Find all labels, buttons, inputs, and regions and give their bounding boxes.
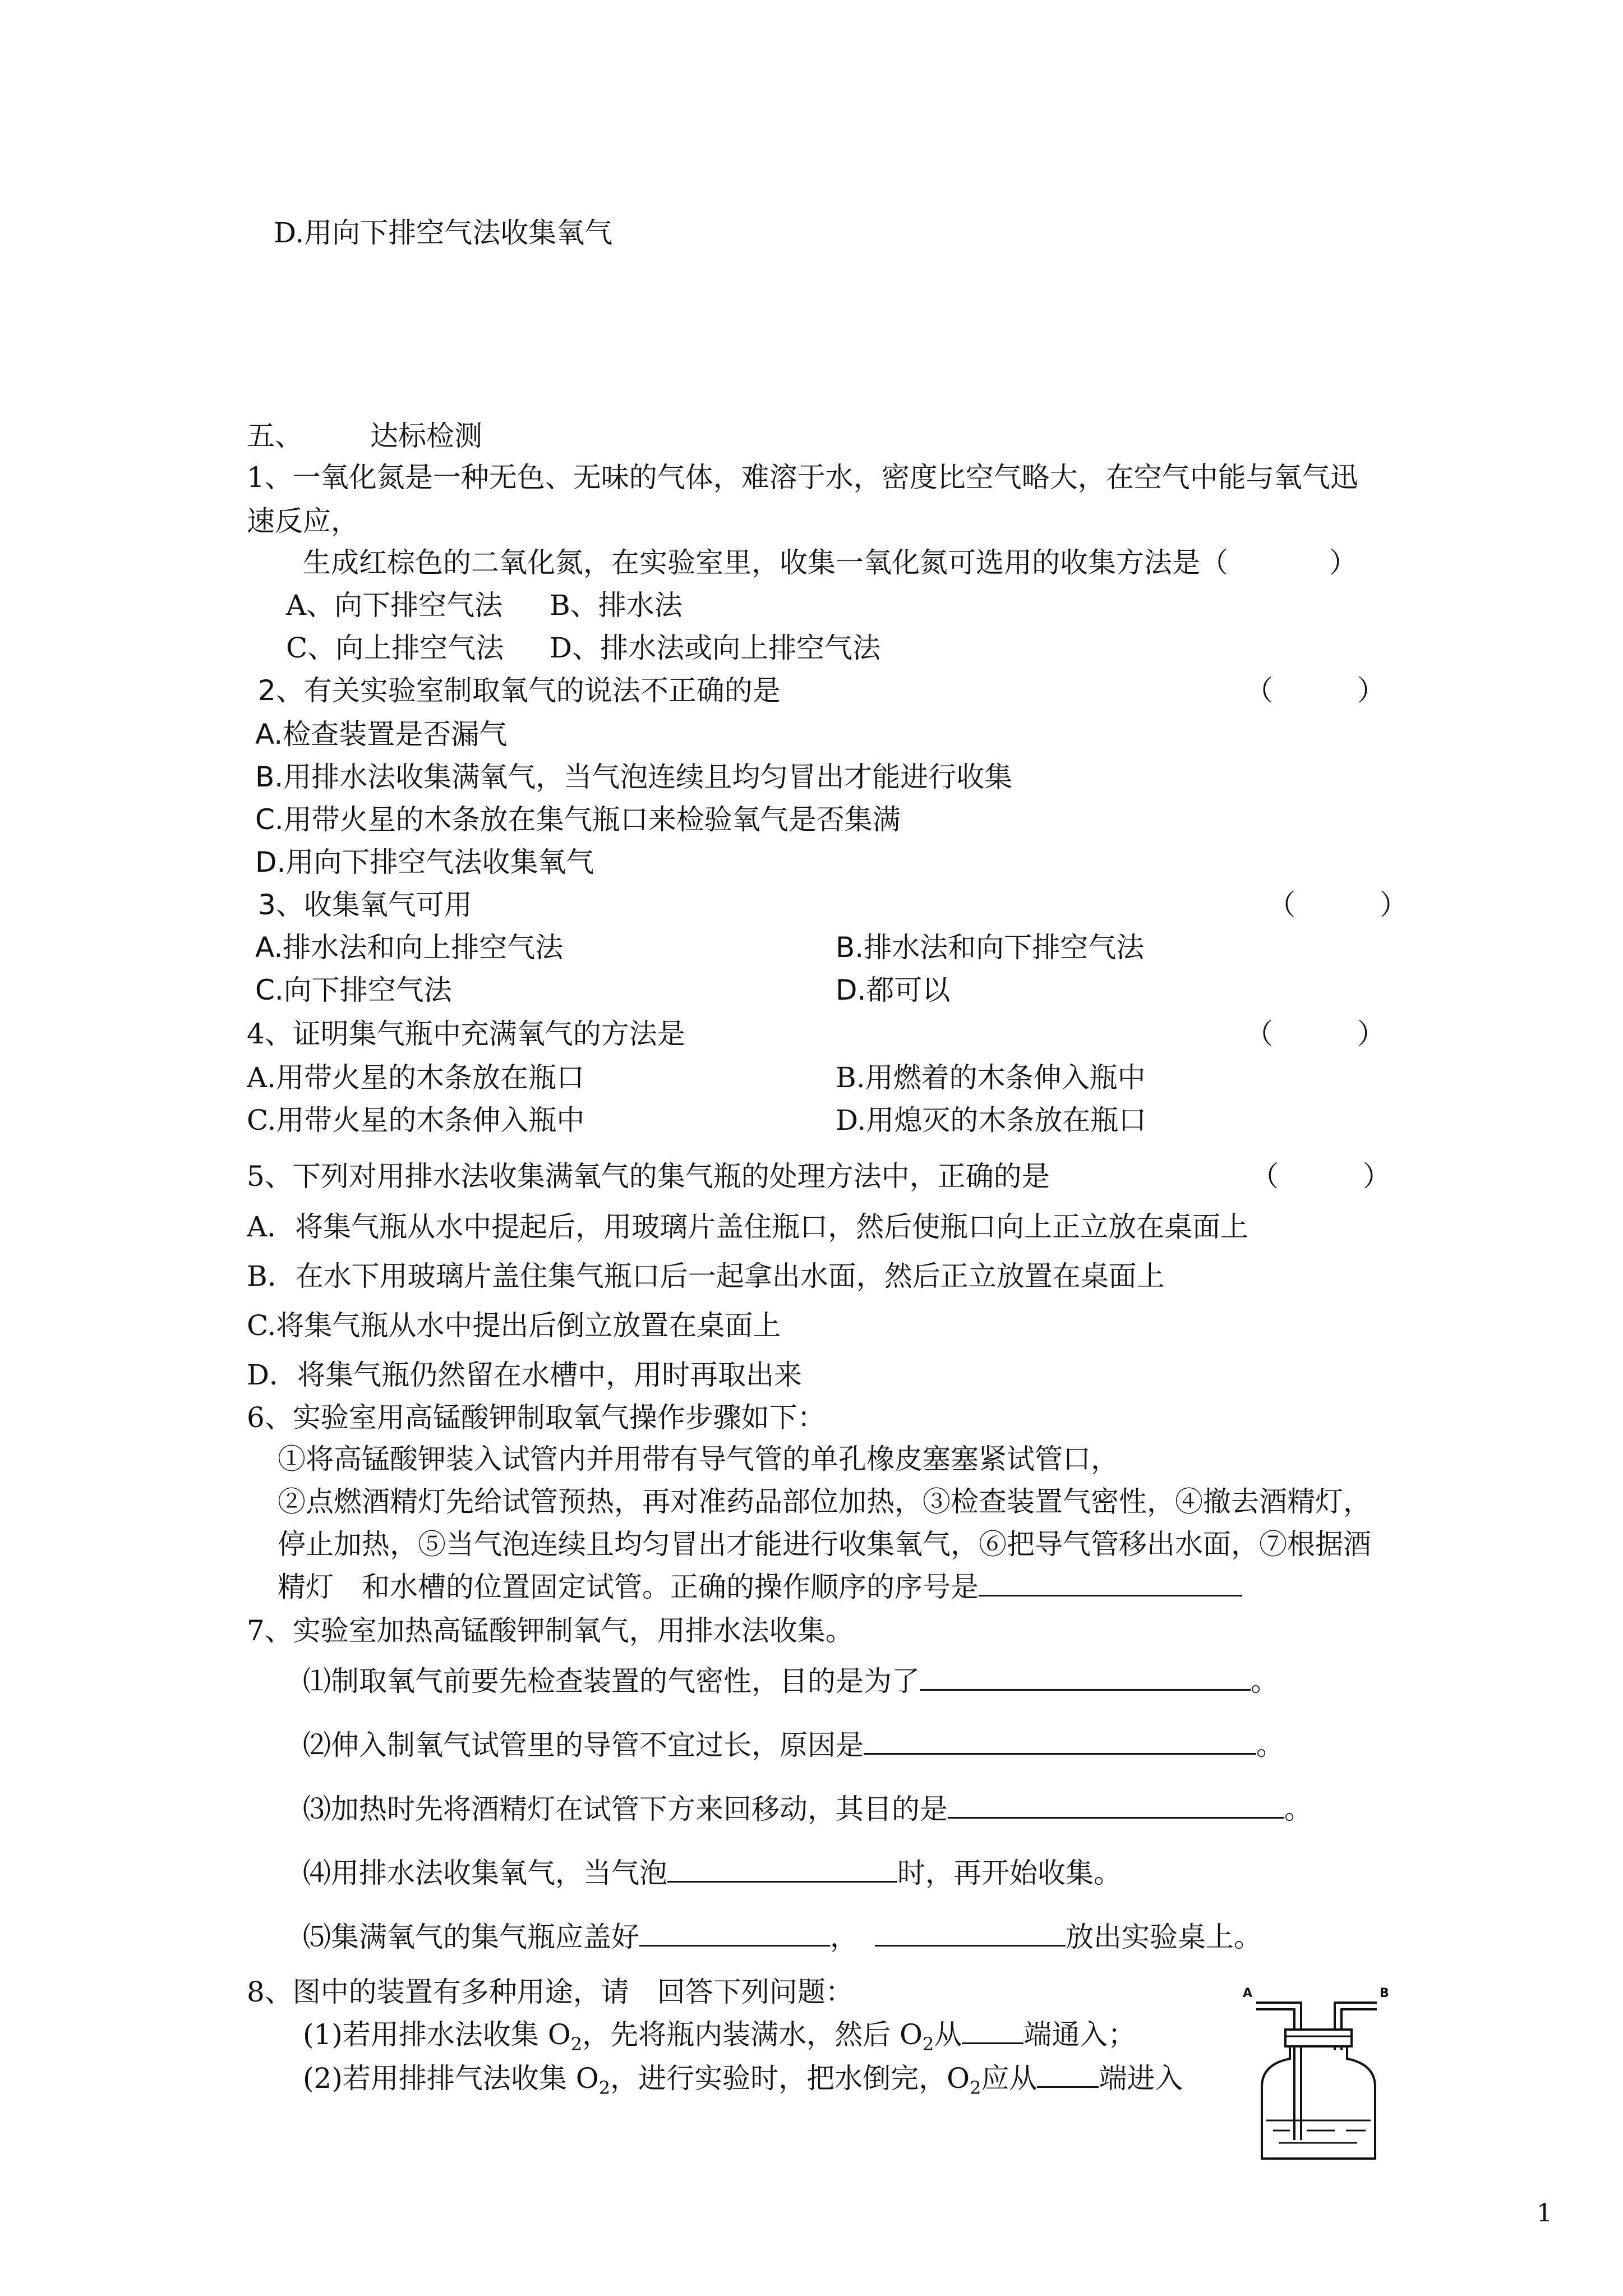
q7-sub5-comma: ， (830, 1921, 858, 1953)
q5-option-b: B．在水下用玻璃片盖住集气瓶口后一起拿出水面，然后正立放置在桌面上 (247, 1260, 1165, 1292)
q7-sub2-blank[interactable] (864, 1727, 1256, 1755)
q3-stem: 3、收集氧气可用 (258, 889, 472, 921)
q7-sub5-tail: 放出实验桌上。 (1066, 1921, 1262, 1953)
q7-sub4-tail: 时，再开始收集。 (897, 1857, 1122, 1889)
q8-sub1-d: 端通入； (1023, 2018, 1136, 2051)
q5-stem: 5、下列对用排水法收集满氧气的集气瓶的处理方法中，正确的是 (247, 1160, 1050, 1193)
q2-stem: 2、有关实验室制取氧气的说法不正确的是 (258, 674, 781, 707)
q8-sub2-blank[interactable] (1037, 2060, 1099, 2088)
q4-option-b: B.用燃着的木条伸入瓶中 (836, 1061, 1146, 1094)
q1-paren-close: ） (1329, 546, 1357, 579)
q8-sub1-sub1: 2 (570, 2033, 583, 2055)
q7-sub2-text: ⑵伸入制氧气试管里的导管不宜过长，原因是 (303, 1729, 864, 1761)
q1-line1: 1、一氧化氮是一种无色、无味的气体，难溶于水，密度比空气略大，在空气中能与氧气迅 (247, 461, 1358, 494)
q7-sub5-blank2[interactable] (875, 1919, 1066, 1947)
q7-sub1-blank[interactable] (920, 1663, 1251, 1691)
q3-paren: （ ） (1267, 889, 1408, 921)
q6-step-line2: ②点燃酒精灯先给试管预热，再对准药品部位加热，③检查装置气密性，④撤去酒精灯， (278, 1485, 1371, 1518)
q4-paren: （ ） (1245, 1018, 1385, 1050)
q7-sub3-end: 。 (1284, 1793, 1312, 1825)
q1-option-c: C、向上排空气法 (286, 632, 504, 664)
q8-sub2-c: 应从 (981, 2062, 1038, 2095)
q8-sub2-d: 端进入 (1099, 2062, 1183, 2095)
q8-sub1-blank[interactable] (962, 2017, 1023, 2044)
q8-sub2-b: ，进行实验时，把水倒完，O (610, 2062, 970, 2095)
q7-sub1 (303, 1663, 1279, 1700)
q1-line2: 速反应， (247, 505, 359, 537)
q7-sub3-blank[interactable] (948, 1791, 1284, 1819)
q7-sub4-blank[interactable] (667, 1855, 897, 1883)
q8-sub2-sub2: 2 (970, 2077, 981, 2099)
bottle-body (1262, 2046, 1375, 2159)
q4-stem: 4、证明集气瓶中充满氧气的方法是 (247, 1018, 685, 1050)
q8-sub1-b: ，先将瓶内装满水，然后 O (582, 2018, 923, 2051)
q6-answer-blank[interactable] (979, 1569, 1242, 1596)
q7-stem: 7、实验室加热高锰酸钾制氧气，用排水法收集。 (247, 1614, 854, 1647)
section-title: 达标检测 (370, 420, 482, 452)
q8-sub2-a: (2)若用排排气法收集 O (303, 2062, 599, 2095)
q7-sub3 (303, 1791, 1312, 1828)
q5-option-c: C.将集气瓶从水中提出后倒立放置在桌面上 (247, 1309, 781, 1342)
q8-sub1-a: (1)若用排水法收集 O (303, 2018, 571, 2051)
q7-sub3-text: ⑶加热时先将酒精灯在试管下方来回移动，其目的是 (303, 1793, 948, 1825)
q7-sub4-text: ⑷用排水法收集氧气，当气泡 (303, 1857, 667, 1889)
q8-sub1-c: 从 (934, 2018, 962, 2051)
q3-option-a: A.排水法和向上排空气法 (255, 931, 564, 964)
q4-option-a: A.用带火星的木条放在瓶口 (247, 1061, 585, 1094)
q2-option-c: C.用带火星的木条放在集气瓶口来检验氧气是否集满 (255, 803, 901, 836)
q3-option-c: C.向下排空气法 (255, 974, 452, 1006)
q7-sub5-blank1[interactable] (639, 1919, 830, 1947)
q5-option-d: D．将集气瓶仍然留在水槽中，用时再取出来 (247, 1359, 803, 1391)
section-number: 五、 (247, 420, 303, 452)
q7-sub5 (303, 1918, 1262, 1955)
q8-sub1 (303, 2016, 1136, 2053)
q7-sub1-end: 。 (1251, 1665, 1279, 1697)
q8-sub2-sub1: 2 (598, 2077, 611, 2099)
carryover-option-d: D.用向下排空气法收集氧气 (274, 217, 613, 249)
q8-sub2 (303, 2060, 1183, 2097)
q1-option-d: D、排水法或向上排空气法 (550, 632, 881, 664)
gas-bottle-figure (1239, 1980, 1396, 2165)
q1-option-b: B、排水法 (550, 589, 683, 622)
q4-option-c: C.用带火星的木条伸入瓶中 (247, 1104, 585, 1137)
q1-line3: 生成红棕色的二氧化氮，在实验室里，收集一氧化氮可选用的收集方法是（ (303, 546, 1228, 579)
q2-paren: （ ） (1245, 674, 1385, 707)
q4-option-d: D.用熄灭的木条放在瓶口 (836, 1104, 1147, 1137)
q7-sub2 (303, 1727, 1284, 1764)
q5-paren: （ ） (1251, 1160, 1391, 1193)
q2-option-b: B.用排水法收集满氧气，当气泡连续且均匀冒出才能进行收集 (255, 761, 1013, 793)
q6-step-line4-text: 精灯 和水槽的位置固定试管。正确的操作顺序的序号是 (278, 1571, 979, 1603)
q3-option-d: D.都可以 (836, 974, 951, 1006)
q2-option-a: A.检查装置是否漏气 (255, 718, 508, 751)
figure-label-b: B (1380, 1986, 1389, 2000)
q8-stem: 8、图中的装置有多种用途，请 回答下列问题： (247, 1976, 854, 2008)
q7-sub1-text: ⑴制取氧气前要先检查装置的气密性，目的是为了 (303, 1665, 920, 1697)
q2-option-d: D.用向下排空气法收集氧气 (255, 846, 594, 878)
q3-option-b: B.排水法和向下排空气法 (836, 931, 1145, 964)
q1-option-a: A、向下排空气法 (286, 589, 503, 622)
q7-sub2-end: 。 (1256, 1729, 1284, 1761)
figure-label-a: A (1243, 1986, 1253, 2000)
q5-option-a: A．将集气瓶从水中提起后，用玻璃片盖住瓶口，然后使瓶口向上正立放在桌面上 (247, 1211, 1249, 1243)
q6-step-line3: 停止加热，⑤当气泡连续且均匀冒出才能进行收集氧气，⑥把导气管移出水面，⑦根据酒 (278, 1528, 1371, 1561)
rubber-stopper (1285, 2030, 1352, 2046)
q6-stem: 6、实验室用高锰酸钾制取氧气操作步骤如下： (247, 1401, 826, 1434)
q7-sub5-text: ⑸集满氧气的集气瓶应盖好 (303, 1921, 639, 1953)
q8-sub1-sub2: 2 (922, 2033, 934, 2055)
q6-step-line1: ①将高锰酸钾装入试管内并用带有导气管的单孔橡皮塞塞紧试管口， (278, 1443, 1119, 1475)
page-number: 1 (1537, 2199, 1552, 2228)
q6-step-line4 (278, 1568, 1242, 1605)
q7-sub4 (303, 1855, 1122, 1892)
